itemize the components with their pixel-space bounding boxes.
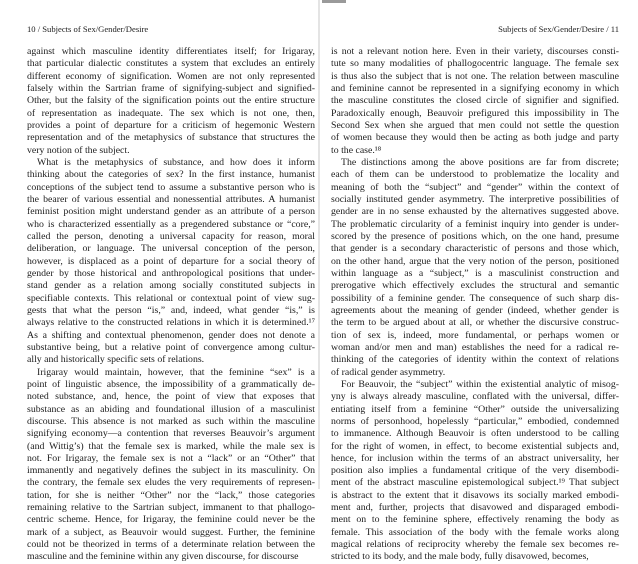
- text-line: the term to be argued about at all, or whether the discursive construc-: [331, 317, 619, 329]
- text-line: ment of the abstract masculine epistemological subject.¹⁹ That subject: [331, 477, 619, 489]
- text-line: agreements about the meaning of gender (indeed, whether gender is: [331, 304, 619, 316]
- text-line: the contrary, the female sex eludes the very requirements of represen-: [27, 477, 315, 489]
- text-line: gender by those historical and anthropological positions that under-: [27, 267, 315, 279]
- text-line: thinking of the categories of identity within the context of relations: [331, 354, 619, 366]
- text-line: Second Sex when she argued that men could not settle the question: [331, 119, 619, 131]
- text-line: prerogative which effectively excludes the structural and semantic: [331, 280, 619, 292]
- text-line: stricted to its body, and the male body, fully disavowed, becomes,: [331, 551, 589, 563]
- text-line: provides a point of departure for a criticism of hegemonic Western: [27, 119, 315, 131]
- text-line: female. This association of the body with the female works along: [331, 526, 619, 538]
- text-line: very notion of the subject.: [27, 144, 130, 156]
- text-line: ment and, further, projects that disavowed and disparaged embodi-: [331, 502, 619, 514]
- text-line: The problematic circularity of a feminist inquiry into gender is under-: [331, 218, 619, 230]
- text-line: could not be theorized in terms of a determinate relation between the: [27, 539, 315, 551]
- text-line: of women because they would then be acting as both judge and party: [331, 132, 619, 144]
- text-line: Paradoxically enough, Beauvoir prefigured this impossibility in The: [331, 107, 619, 119]
- text-line: gests that what the person “is,” and, indeed, what gender “is,” is: [27, 304, 315, 316]
- text-line: specifiable contexts. This relational or contextual point of view sug-: [27, 292, 315, 304]
- right-page: [331, 24, 619, 564]
- text-line: to the case.¹⁸: [331, 144, 382, 156]
- text-line: gender are in no sense exhausted by the alternatives suggested above.: [331, 206, 619, 218]
- text-line: feminist position might understand gender as an attribute of a person: [27, 206, 315, 218]
- text-line: entiating itself from a feminine “Other” outside the universalizing: [331, 403, 619, 415]
- text-line: ment on to the feminine sphere, effectively renaming the body as: [331, 514, 619, 526]
- text-line: discourse. This absence is not marked as such within the masculine: [27, 415, 315, 427]
- text-line: always relative to the constructed relations in which it is determined.¹⁷: [27, 317, 315, 329]
- text-line: thinking about the categories of sex? In the first instance, humanist: [27, 169, 315, 181]
- text-line: tation, for she is neither “Other” nor the “lack,” those categories: [27, 489, 315, 501]
- text-line: possibility of a feminine gender. The consequence of such sharp dis-: [331, 292, 619, 304]
- text-line: position also implies a fundamental critique of the very disembodi-: [331, 465, 619, 477]
- text-line: socially instituted gender asymmetry. The interpretive possibilities of: [331, 193, 619, 205]
- text-line: within language as a “subject,” is a masculinist construction and: [331, 267, 619, 279]
- text-line: (and Wittig’s) that the female sex is marked, while the male sex is: [27, 440, 315, 452]
- text-line: against which masculine identity differentiates itself; for Irigaray,: [27, 46, 315, 57]
- text-line: substantive being, but a relative point of convergence among cultur-: [27, 341, 315, 353]
- text-line: yny is always already masculine, conflated with the universal, differ-: [331, 391, 619, 403]
- text-line: for the right of women, in effect, to become existential subjects and,: [331, 440, 619, 452]
- text-line: the bearer of various essential and nonessential attributes. A humanist: [27, 193, 315, 205]
- text-line: Other, but the falsity of the signification points out the entire structure: [27, 95, 315, 107]
- left-page-body: [27, 46, 315, 564]
- text-line: not. For Irigaray, the female sex is not a “lack” or an “Other” that: [27, 452, 315, 464]
- text-line: signifying economy—a contention that reverses Beauvoir’s argument: [27, 428, 315, 440]
- text-line: is thus also the subject that is not one. The relation between masculine: [331, 70, 619, 82]
- book-gutter: [318, 0, 320, 489]
- text-line: stand gender as a relation among socially constituted subjects in: [27, 280, 315, 292]
- text-line: each of them can be understood to problematize the locality and: [331, 169, 619, 181]
- text-line: immanently and negatively defines the subject in its masculinity. On: [27, 465, 315, 477]
- text-line: The distinctions among the above positions are far from discrete;: [341, 156, 619, 168]
- text-line: norms of personhood, hopelessly “particular,” embodied, condemned: [331, 415, 619, 427]
- text-line: remaining relative to the Sartrian subject, immanent to that phallogo-: [27, 502, 315, 514]
- text-line: hence, for inclusion within the terms of an abstract universality, her: [331, 452, 619, 464]
- text-line: woman and/or men and man) establishes the need for a radical re-: [331, 341, 619, 353]
- text-line: however, is displaced as a point of departure for a social theory of: [27, 255, 315, 267]
- text-line: conceptions of the subject tend to assume a substantive person who is: [27, 181, 315, 193]
- text-line: is not a relevant notion here. Even in their variety, discourses consti-: [331, 46, 619, 57]
- left-page: [27, 24, 315, 564]
- text-line: deliberation, or language. The universal conception of the person,: [27, 243, 315, 255]
- text-line: tion of sex is, indeed, more fundamental, or perhaps women or: [331, 329, 619, 341]
- left-running-header: 10 / Subjects of Sex/Gender/Desire: [27, 24, 149, 34]
- text-line: noted substance, and, hence, the point of view that exposes that: [27, 391, 315, 403]
- text-line: masculine and the feminine within any given discourse, for discourse: [27, 551, 299, 563]
- scan-top-mark: [322, 0, 346, 3]
- text-line: to immanence. Although Beauvoir is often understood to be calling: [331, 428, 619, 440]
- text-line: falsely within the Sartrian frame of signifying-subject and signified-: [27, 82, 315, 94]
- text-line: point of linguistic absence, the impossibility of a grammatically de-: [27, 378, 315, 390]
- text-line: different economy of signification. Women are not only represented: [27, 70, 315, 82]
- text-line: of representation as inadequate. The sex which is not one, then,: [27, 107, 315, 119]
- text-line: that gender is a secondary characteristic of persons and those which,: [331, 243, 619, 255]
- text-line: As a shifting and contextual phenomenon, gender does not denote a: [27, 329, 315, 341]
- text-line: scored by the presence of positions which, on the one hand, presume: [331, 230, 619, 242]
- text-line: centric scheme. Hence, for Irigaray, the feminine could never be the: [27, 514, 315, 526]
- text-line: on the other hand, argue that the very notion of the person, positioned: [331, 255, 619, 267]
- text-line: For Beauvoir, the “subject” within the existential analytic of misog-: [341, 378, 619, 390]
- text-line: called the person, denoting a universal capacity for reason, moral: [27, 230, 315, 242]
- text-line: representation and of the metaphysics of substance that structures the: [27, 132, 315, 144]
- text-line: is abstract to the extent that it disavows its socially marked embodi-: [331, 489, 619, 501]
- text-line: Irigaray would maintain, however, that the feminine “sex” is a: [37, 366, 315, 378]
- text-line: ally and historically specific sets of relations.: [27, 354, 205, 366]
- text-line: What is the metaphysics of substance, and how does it inform: [37, 156, 315, 168]
- text-line: magical relations of reciprocity whereby the female sex becomes re-: [331, 539, 619, 551]
- text-line: tute so many modalities of phallogocentric language. The female sex: [331, 58, 619, 70]
- text-line: that particular dialectic constitutes a system that excludes an entirely: [27, 58, 315, 70]
- text-line: substance as an abiding and foundational illusion of a masculinist: [27, 403, 315, 415]
- right-running-header: Subjects of Sex/Gender/Desire / 11: [498, 24, 619, 34]
- right-page-body: [331, 46, 619, 564]
- text-line: of radical gender asymmetry.: [331, 366, 446, 378]
- text-line: mark of a subject, as Beauvoir would suggest. Further, the feminine: [27, 526, 315, 538]
- text-line: and feminine cannot be represented in a signifying economy in which: [331, 82, 619, 94]
- text-line: who is characterized essentially as a pregendered substance or “core,”: [27, 218, 315, 230]
- text-line: the masculine constitutes the closed circle of signifier and signified.: [331, 95, 619, 107]
- text-line: meaning of both the “subject” and “gender” within the context of: [331, 181, 619, 193]
